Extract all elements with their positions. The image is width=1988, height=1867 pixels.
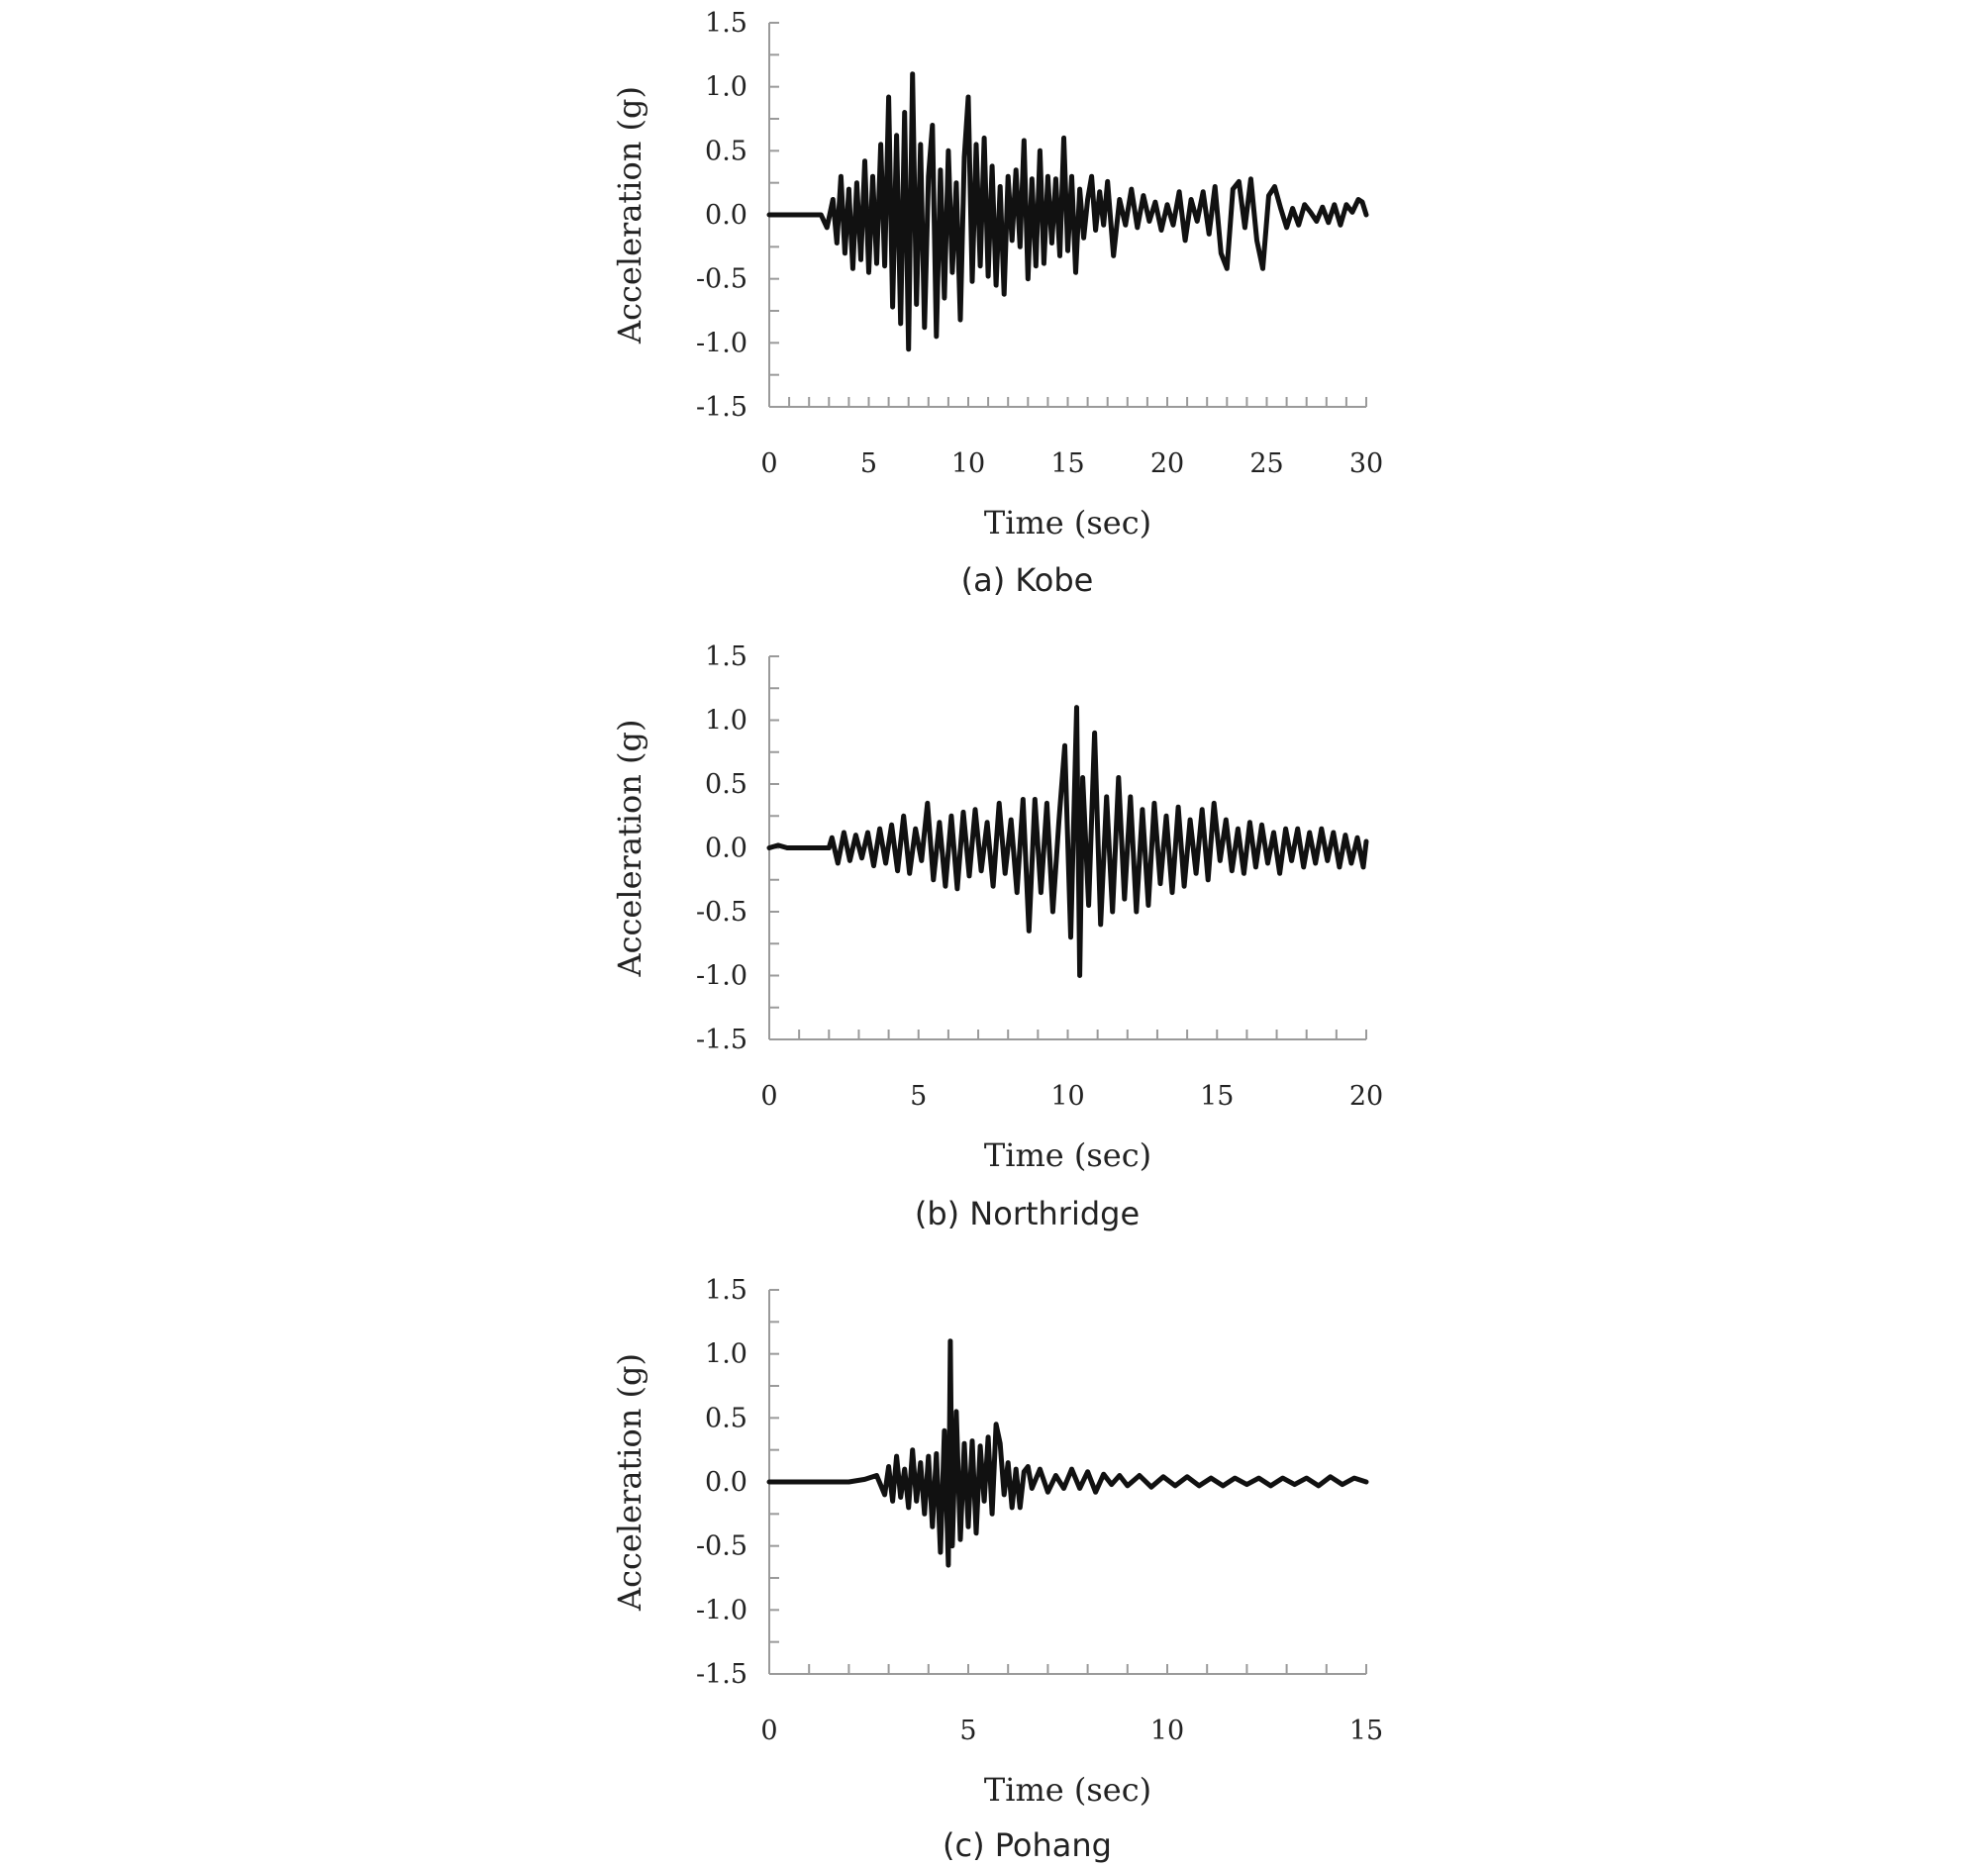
y-tick-label: -1.0 — [695, 328, 747, 359]
x-tick-label: 5 — [859, 448, 878, 479]
y-tick-label: -0.5 — [695, 263, 747, 295]
x-tick-label: 20 — [1348, 1081, 1384, 1112]
y-tick-label: -0.5 — [695, 1530, 747, 1562]
y-tick-label: 1.5 — [705, 1275, 747, 1306]
x-tick-label: 25 — [1249, 448, 1284, 479]
y-axis-title: Acceleration (g) — [611, 719, 648, 977]
x-tick-label: 30 — [1348, 448, 1384, 479]
y-axis-title: Acceleration (g) — [611, 1352, 648, 1612]
y-tick-label: -1.5 — [695, 1025, 747, 1055]
y-tick-label: 0.0 — [705, 200, 747, 231]
x-axis-title: Time (sec) — [983, 504, 1152, 541]
x-tick-label: 15 — [1050, 448, 1085, 479]
chart-caption: (c) Pohang — [943, 1826, 1112, 1864]
y-tick-label: -1.0 — [695, 960, 747, 992]
y-tick-label: -0.5 — [695, 897, 747, 928]
chart-panel-2 — [611, 1275, 1383, 1864]
y-axis-title: Acceleration (g) — [611, 85, 648, 344]
x-tick-label: 0 — [760, 1081, 778, 1112]
x-tick-label: 20 — [1149, 448, 1185, 479]
x-tick-label: 5 — [959, 1716, 977, 1746]
x-tick-label: 10 — [1149, 1716, 1185, 1746]
y-tick-label: 1.0 — [705, 1338, 747, 1370]
y-tick-label: 0.0 — [705, 833, 747, 864]
y-tick-label: -1.5 — [695, 392, 747, 423]
y-tick-label: -1.5 — [695, 1659, 747, 1690]
chart-panel-1 — [611, 641, 1383, 1232]
x-tick-label: 10 — [1050, 1081, 1085, 1112]
chart-caption: (a) Kobe — [960, 561, 1094, 599]
y-tick-label: -1.0 — [695, 1595, 747, 1626]
series-line — [769, 74, 1366, 349]
x-tick-label: 5 — [910, 1081, 928, 1112]
y-tick-label: 0.5 — [705, 1403, 747, 1434]
y-tick-label: 1.5 — [705, 8, 747, 39]
y-tick-label: 0.5 — [705, 769, 747, 800]
chart-caption: (b) Northridge — [914, 1195, 1141, 1232]
y-tick-label: 1.0 — [705, 71, 747, 103]
y-tick-label: 1.0 — [705, 705, 747, 737]
y-tick-label: 0.0 — [705, 1467, 747, 1498]
x-tick-label: 0 — [760, 448, 778, 479]
x-tick-label: 10 — [950, 448, 986, 479]
series-line — [769, 708, 1366, 976]
x-tick-label: 15 — [1200, 1081, 1235, 1112]
x-tick-label: 0 — [760, 1716, 778, 1746]
x-tick-label: 15 — [1348, 1716, 1384, 1746]
x-axis-title: Time (sec) — [983, 1136, 1152, 1174]
x-axis-title: Time (sec) — [983, 1771, 1152, 1809]
y-tick-label: 0.5 — [705, 136, 747, 167]
y-tick-label: 1.5 — [705, 641, 747, 672]
chart-panel-0 — [611, 8, 1383, 599]
series-line — [769, 1341, 1366, 1565]
